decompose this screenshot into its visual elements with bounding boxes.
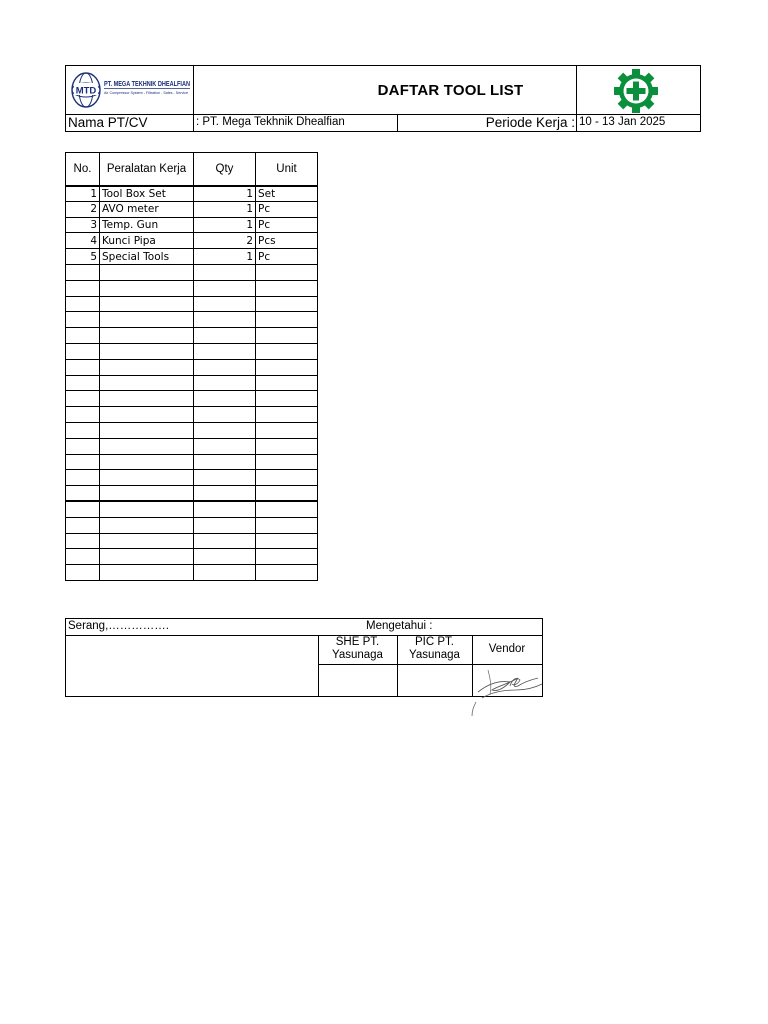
empty-cell [66, 533, 100, 549]
header-row-divider [66, 114, 700, 115]
empty-cell [66, 486, 100, 502]
empty-cell [194, 375, 256, 391]
empty-cell [100, 565, 194, 581]
table-row [66, 359, 318, 375]
empty-cell [194, 549, 256, 565]
empty-cell [100, 454, 194, 470]
empty-cell [256, 343, 318, 359]
table-row [66, 470, 318, 486]
empty-cell [66, 391, 100, 407]
row-qty: 1 [194, 186, 256, 202]
empty-cell [66, 438, 100, 454]
col-qty-header: Qty [194, 153, 256, 186]
empty-cell [100, 470, 194, 486]
empty-cell [100, 328, 194, 344]
empty-cell [194, 296, 256, 312]
row-tool-name: AVO meter [100, 201, 194, 217]
empty-cell [194, 454, 256, 470]
empty-cell [194, 470, 256, 486]
empty-cell [256, 501, 318, 517]
empty-cell [66, 343, 100, 359]
row-tool-name: Tool Box Set [100, 186, 194, 202]
empty-cell [100, 296, 194, 312]
empty-cell [66, 454, 100, 470]
empty-cell [194, 517, 256, 533]
row-no: 5 [66, 249, 100, 265]
row-unit: Pcs [256, 233, 318, 249]
empty-cell [256, 359, 318, 375]
table-row [66, 233, 318, 249]
empty-cell [66, 280, 100, 296]
empty-cell [100, 486, 194, 502]
row-no: 1 [66, 186, 100, 202]
table-row [66, 343, 318, 359]
empty-cell [66, 501, 100, 517]
company-logo [68, 69, 192, 111]
table-row [66, 422, 318, 438]
empty-cell [100, 407, 194, 423]
empty-cell [256, 565, 318, 581]
svg-text:MTD: MTD [75, 85, 97, 97]
table-row [66, 454, 318, 470]
header-box [65, 65, 701, 132]
page-title: DAFTAR TOOL LIST [377, 81, 524, 99]
safety-gear-cross-icon [606, 68, 666, 114]
periode-value: 10 - 13 Jan 2025 [579, 116, 666, 128]
empty-cell [256, 407, 318, 423]
pic-label [397, 636, 472, 662]
table-row [66, 312, 318, 328]
table-row [66, 375, 318, 391]
empty-cell [256, 312, 318, 328]
empty-cell [66, 407, 100, 423]
value-divider [397, 114, 398, 131]
periode-label: Periode Kerja : [485, 115, 575, 130]
empty-cell [194, 565, 256, 581]
she-label [318, 636, 397, 662]
empty-cell [100, 422, 194, 438]
empty-cell [256, 438, 318, 454]
row-qty: 1 [194, 217, 256, 233]
table-row [66, 296, 318, 312]
empty-cell [100, 280, 194, 296]
empty-cell [100, 391, 194, 407]
empty-cell [194, 359, 256, 375]
empty-cell [194, 280, 256, 296]
mengetahui-label: Mengetahui : [366, 620, 433, 632]
empty-cell [100, 501, 194, 517]
empty-cell [194, 328, 256, 344]
row-unit: Set [256, 186, 318, 202]
empty-cell [194, 422, 256, 438]
empty-cell [100, 343, 194, 359]
table-row [66, 533, 318, 549]
empty-cell [256, 328, 318, 344]
empty-cell [66, 359, 100, 375]
empty-cell [256, 517, 318, 533]
svg-text:PT. MEGA TEKHNIK DHEALFIAN: PT. MEGA TEKHNIK DHEALFIAN [104, 79, 190, 88]
empty-cell [66, 375, 100, 391]
empty-cell [256, 375, 318, 391]
row-tool-name: Kunci Pipa [100, 233, 194, 249]
table-row [66, 217, 318, 233]
table-row [66, 438, 318, 454]
empty-cell [66, 312, 100, 328]
empty-cell [194, 312, 256, 328]
col-peralatan-header: Peralatan Kerja [100, 153, 194, 186]
empty-cell [256, 454, 318, 470]
table-header-row [66, 153, 318, 186]
empty-cell [194, 438, 256, 454]
empty-cell [66, 296, 100, 312]
row-qty: 1 [194, 201, 256, 217]
table-row [66, 264, 318, 280]
table-row [66, 549, 318, 565]
table-row [66, 486, 318, 502]
empty-cell [194, 533, 256, 549]
table-row [66, 501, 318, 517]
empty-cell [66, 470, 100, 486]
empty-cell [194, 264, 256, 280]
empty-cell [256, 391, 318, 407]
empty-cell [194, 407, 256, 423]
svg-text:Air Compressor System - Filtra: Air Compressor System - Filtration - Sales - Service [104, 91, 189, 95]
empty-cell [256, 549, 318, 565]
col-no-header: No. [66, 153, 100, 186]
logo-divider [193, 66, 194, 114]
empty-cell [100, 533, 194, 549]
empty-cell [194, 501, 256, 517]
col-unit-header: Unit [256, 153, 318, 186]
table-row [66, 517, 318, 533]
empty-cell [194, 343, 256, 359]
empty-cell [194, 391, 256, 407]
she-line1: SHE PT. [335, 636, 380, 648]
nama-divider [193, 114, 194, 131]
table-row [66, 186, 318, 202]
table-row [66, 328, 318, 344]
empty-cell [256, 296, 318, 312]
pic-line2: Yasunaga [409, 649, 460, 661]
empty-cell [256, 533, 318, 549]
vendor-label: Vendor [488, 643, 526, 655]
empty-cell [100, 359, 194, 375]
row-unit: Pc [256, 249, 318, 265]
empty-cell [256, 422, 318, 438]
empty-cell [100, 549, 194, 565]
place-date: Serang,……………. [68, 620, 169, 632]
table-row [66, 565, 318, 581]
empty-cell [100, 438, 194, 454]
row-tool-name: Special Tools [100, 249, 194, 265]
row-no: 2 [66, 201, 100, 217]
empty-cell [66, 264, 100, 280]
table-row [66, 249, 318, 265]
empty-cell [100, 264, 194, 280]
row-qty: 2 [194, 233, 256, 249]
pic-line1: PIC PT. [415, 636, 454, 648]
row-qty: 1 [194, 249, 256, 265]
table-row [66, 391, 318, 407]
empty-cell [100, 517, 194, 533]
empty-cell [256, 470, 318, 486]
row-no: 4 [66, 233, 100, 249]
vendor-signature-icon [468, 662, 548, 718]
table-row [66, 280, 318, 296]
row-unit: Pc [256, 217, 318, 233]
row-tool-name: Temp. Gun [100, 217, 194, 233]
nama-value: : PT. Mega Tekhnik Dhealfian [196, 116, 345, 128]
empty-cell [256, 264, 318, 280]
empty-cell [66, 517, 100, 533]
empty-cell [100, 375, 194, 391]
empty-cell [66, 328, 100, 344]
nama-label: Nama PT/CV [68, 115, 148, 130]
row-unit: Pc [256, 201, 318, 217]
she-line2: Yasunaga [332, 649, 383, 661]
empty-cell [256, 280, 318, 296]
table-row [66, 201, 318, 217]
empty-cell [66, 422, 100, 438]
empty-cell [194, 486, 256, 502]
table-row [66, 407, 318, 423]
tool-list-body [66, 186, 318, 581]
safety-logo [606, 68, 666, 114]
row-no: 3 [66, 217, 100, 233]
empty-cell [66, 565, 100, 581]
tool-list-table [65, 152, 318, 581]
empty-cell [100, 312, 194, 328]
empty-cell [256, 486, 318, 502]
mtd-logo-icon [68, 69, 192, 111]
empty-cell [66, 549, 100, 565]
